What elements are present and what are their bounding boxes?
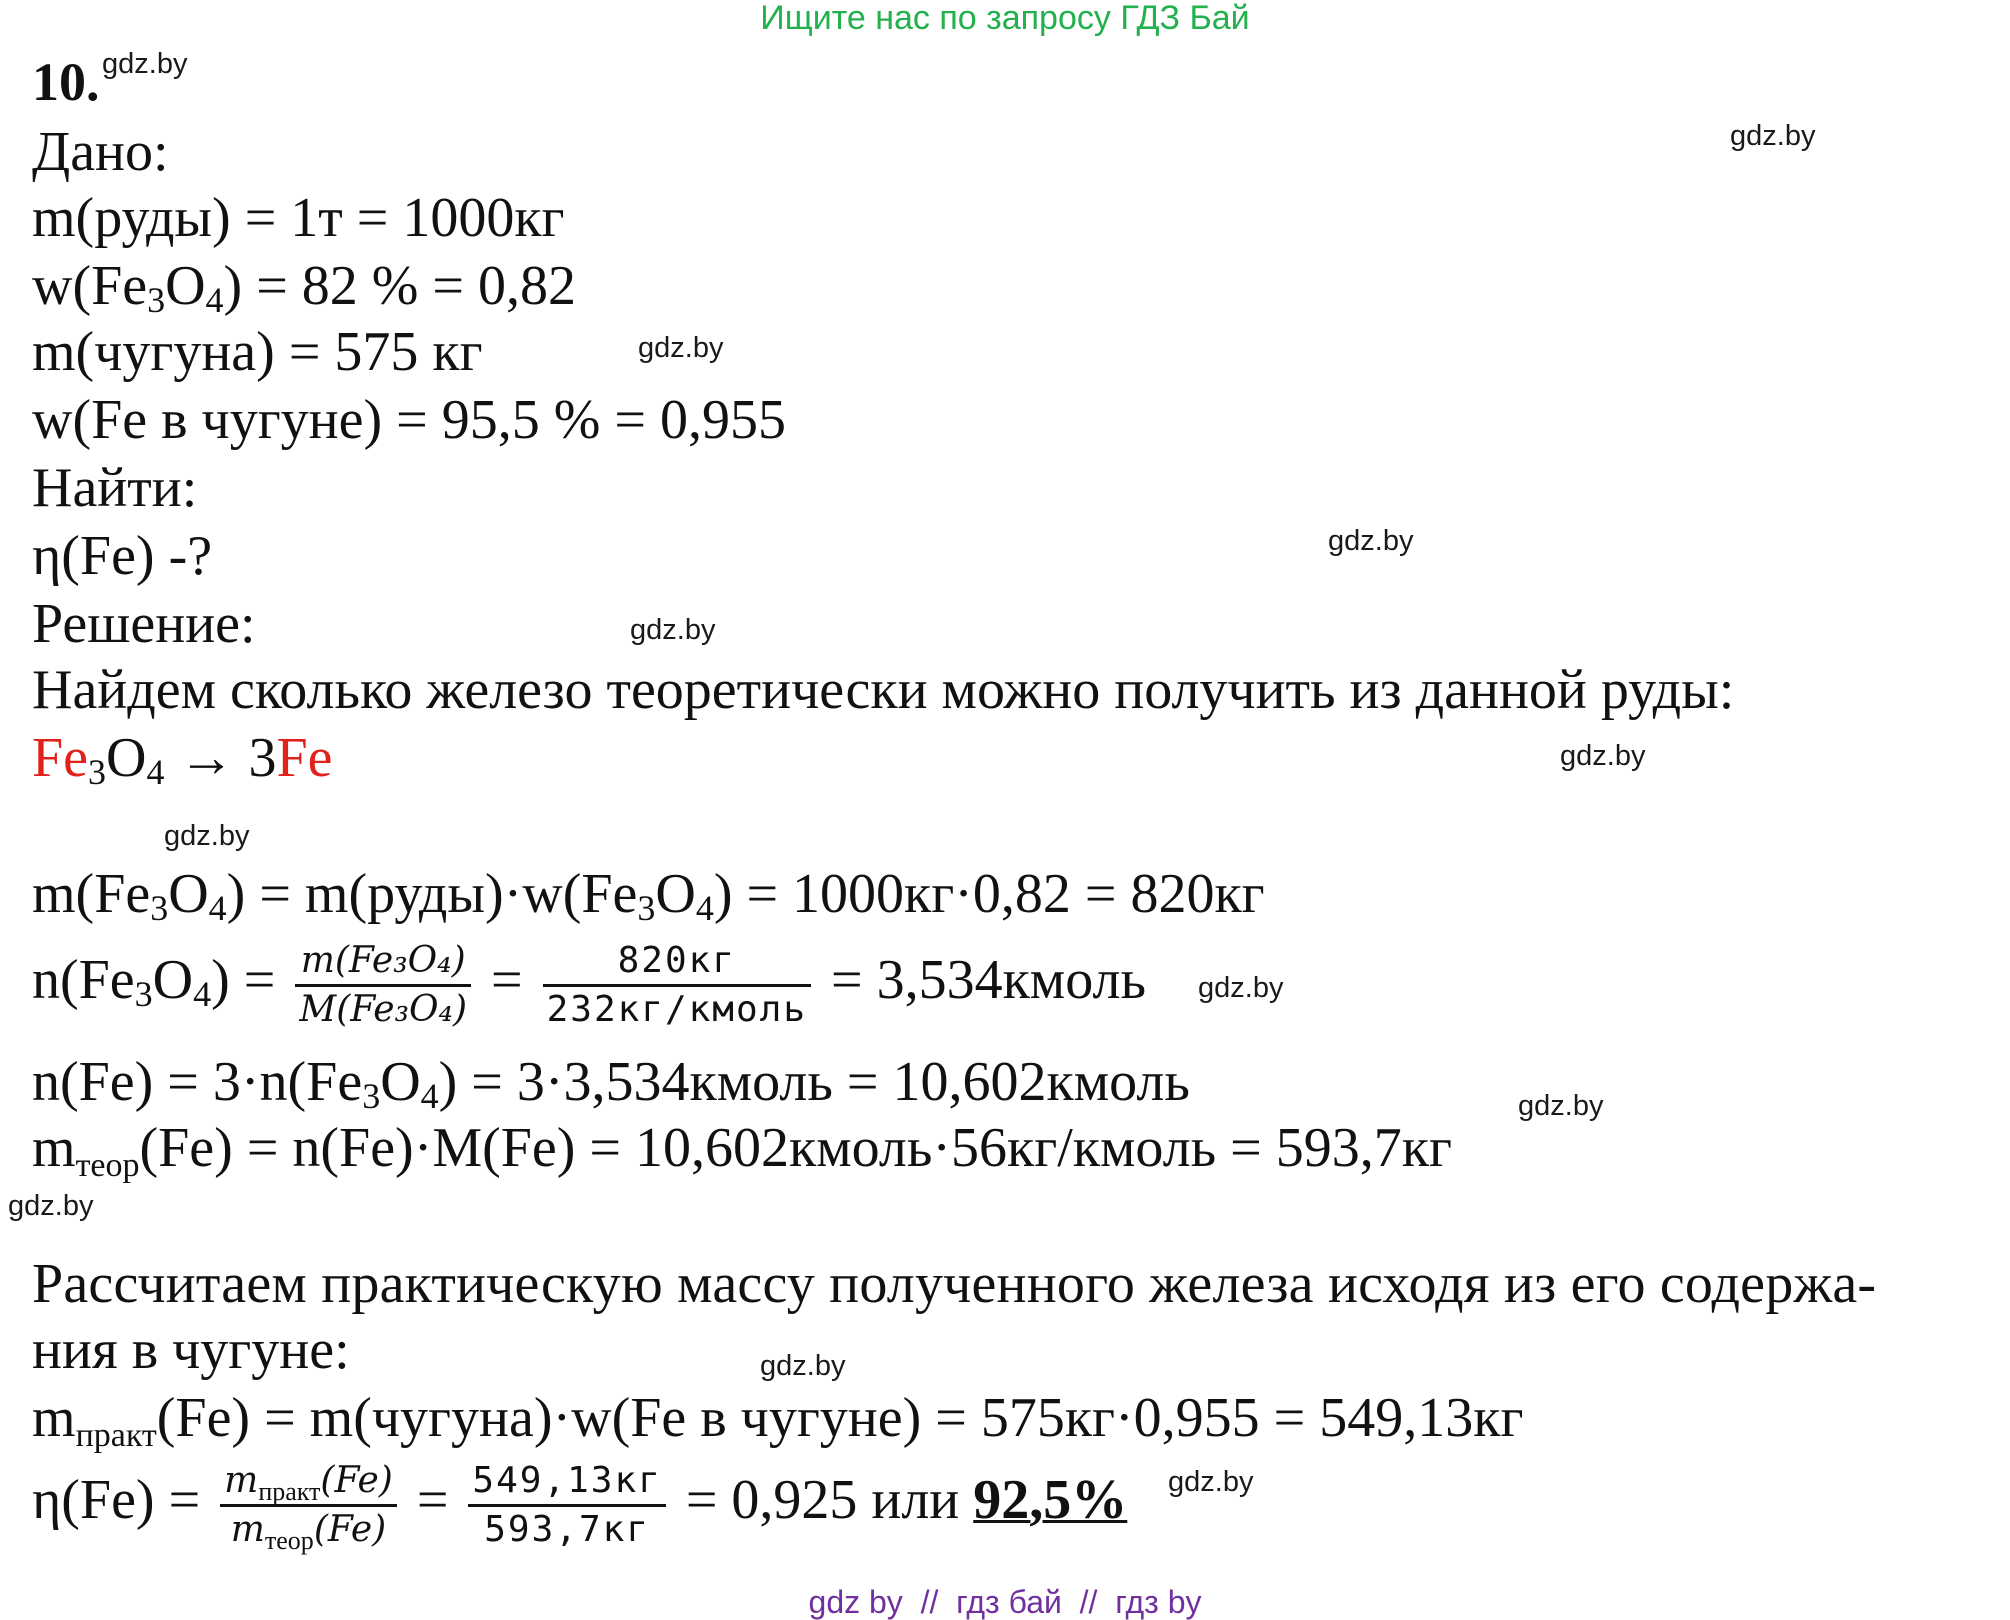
- given-fe-in-cast-iron: w(Fe в чугуне) = 95,5 % = 0,955: [32, 389, 786, 451]
- solution-step2-text-line1: Рассчитаем практическую массу полученного железа исходя из его содержа-: [32, 1253, 1877, 1315]
- equation-n-fe: $n(Fe) = 3\cdot n(Fe_3O_4)$ = 3·3,534кмоль = 10,602кмоль: [32, 1051, 1190, 1116]
- solution-step1-text: Найдем сколько железо теоретически можно получить из данной руды:: [32, 659, 1735, 721]
- equation-m-prakt: $m_{практ}(Fe)$ = m(чугуна)·w(Fe в чугуне) = 575кг·0,955 = 549,13кг: [32, 1387, 1524, 1455]
- equation-m-teor: $m_{теор}(Fe) = n(Fe)\cdot M(Fe)$ = 10,602кмоль·56кг/кмоль = 593,7кг: [32, 1117, 1452, 1185]
- equation-m-fe3o4: $m(Fe_3O_4)$ = $m(руды)\cdot w(Fe_3O_4) = 1000кг\cdot 0,82 = 820кг$: [32, 863, 1265, 928]
- watermark: gdz.by: [760, 1350, 846, 1382]
- given-fe3o4-fraction: $w(Fe_3O_4) = 82$ % = 0,82: [32, 255, 577, 320]
- fraction-m-over-M: $\frac{\text{m(Fe₃O₄)}}{\text{M(Fe₃O₄)}}$: [295, 938, 471, 1033]
- equation-n-fe3o4: $n(Fe_3O_4)$ = $\frac{\text{m(Fe₃O₄)}}{\text{M(Fe₃O₄)}}$ = $\frac{820кг}{\text{232кг/кмоль}}$ = 3,534кмоль: [32, 928, 1146, 1033]
- watermark: gdz.by: [638, 332, 724, 364]
- fraction-prakt-over-teor: $\frac{m_{практ}(Fe)}{m_{теор}(Fe)}$: [220, 1458, 397, 1553]
- watermark: gdz.by: [102, 48, 188, 80]
- fraction-mass-values: $\frac{549,13кг}{593,7кг}$: [468, 1458, 665, 1553]
- given-cast-iron-mass: m(чугуна) = 575 кг: [32, 321, 483, 383]
- watermark: gdz.by: [8, 1190, 94, 1222]
- find-target: η(Fe) -?: [32, 525, 213, 587]
- watermark: gdz.by: [1560, 740, 1646, 772]
- given-ore-mass: m(руды) = 1т = 1000кг: [32, 187, 565, 249]
- watermark: gdz.by: [1518, 1090, 1604, 1122]
- final-answer: 92,5%: [973, 1469, 1128, 1531]
- watermark: gdz.by: [1730, 120, 1816, 152]
- watermark: gdz.by: [630, 614, 716, 646]
- find-heading: Найти:: [32, 457, 198, 519]
- solution-heading: Решение:: [32, 593, 256, 655]
- problem-number: 10.: [32, 52, 100, 112]
- watermark: gdz.by: [1198, 972, 1284, 1004]
- watermark: gdz.by: [164, 820, 250, 852]
- site-banner: Ищите нас по запросу ГДЗ Бай: [760, 0, 1250, 37]
- equation-eta: η(Fe) = $\frac{m_{практ}(Fe)}{m_{теор}(Fe)}$ = $\frac{549,13кг}{593,7кг}$ = 0,925 или 92,5%: [32, 1459, 1128, 1555]
- watermark: gdz.by: [1328, 525, 1414, 557]
- solution-step2-text-line2: ния в чугуне:: [32, 1319, 350, 1381]
- footer-links: gdz by // гдз бай // гдз by: [808, 1584, 1202, 1620]
- reaction-scheme: $Fe_3O_4 \to 3Fe$: [32, 727, 333, 792]
- fraction-values: $\frac{820кг}{\text{232кг/кмоль}}$: [543, 938, 811, 1033]
- watermark: gdz.by: [1168, 1466, 1254, 1498]
- given-heading: Дано:: [32, 121, 169, 183]
